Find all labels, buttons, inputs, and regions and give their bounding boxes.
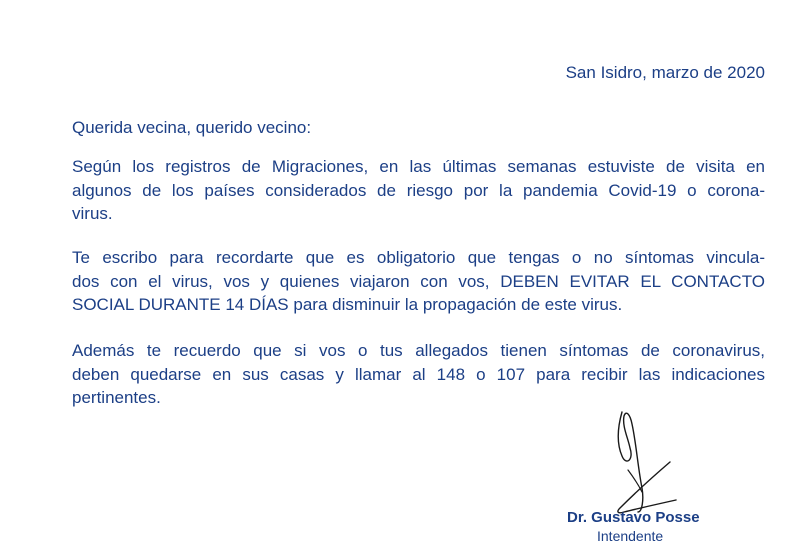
paragraph-line: Además te recuerdo que si vos o tus allegados tienen síntomas de coronavirus, bbox=[72, 341, 765, 360]
paragraph-line: SOCIAL DURANTE 14 DÍAS para disminuir la propagación de este virus. bbox=[72, 295, 623, 314]
paragraph-3 bbox=[72, 339, 765, 410]
paragraph-1 bbox=[72, 155, 765, 226]
signer-title: Intendente bbox=[597, 528, 664, 544]
place-date: San Isidro, marzo de 2020 bbox=[565, 63, 765, 82]
paragraph-line: pertinentes. bbox=[72, 388, 161, 407]
paragraph-line: deben quedarse en sus casas y llamar al 148 o 107 para recibir las indicaciones bbox=[72, 364, 765, 384]
greeting: Querida vecina, querido vecino: bbox=[72, 118, 312, 137]
signer-name: Dr. Gustavo Posse bbox=[567, 509, 700, 526]
paragraph-2 bbox=[72, 246, 765, 317]
paragraph-line: algunos de los países considerados de riesgo por la pandemia Covid-19 o corona- bbox=[72, 180, 765, 200]
handwritten-signature bbox=[598, 408, 688, 518]
paragraph-line: Te escribo para recordarte que es obligatorio que tengas o no síntomas vincula- bbox=[72, 248, 765, 267]
paragraph-line: dos con el virus, vos y quienes viajaron con vos, DEBEN EVITAR EL CONTACTO bbox=[72, 271, 765, 291]
paragraph-line: Según los registros de Migraciones, en las últimas semanas estuviste de visita en bbox=[72, 157, 765, 176]
paragraph-line: virus. bbox=[72, 204, 113, 223]
